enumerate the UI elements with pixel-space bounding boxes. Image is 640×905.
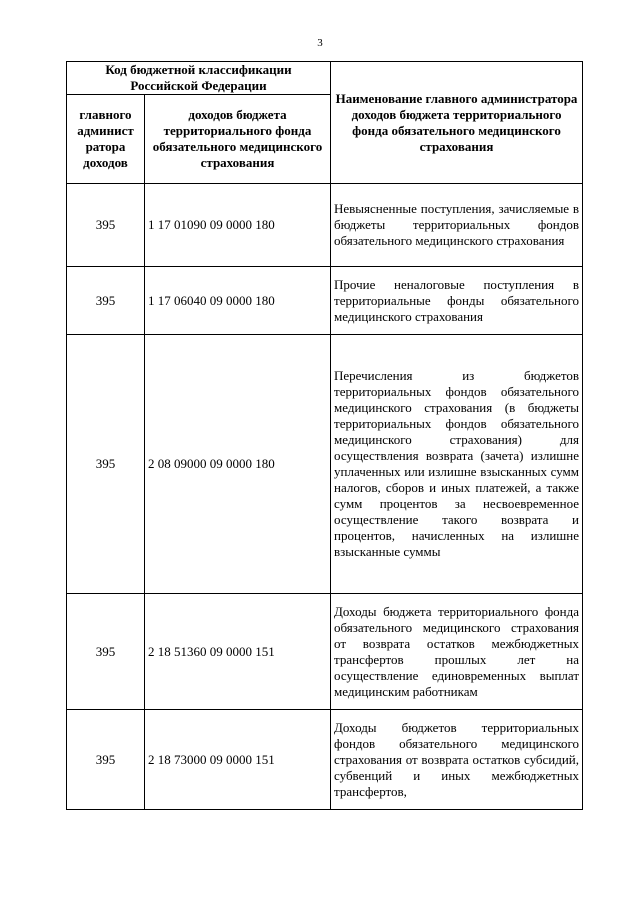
income-code-cell: 1 17 01090 09 0000 180: [145, 184, 331, 267]
income-code-cell: 2 08 09000 09 0000 180: [145, 335, 331, 594]
page-number: 3: [317, 37, 323, 49]
admin-code-cell: 395: [67, 594, 145, 710]
income-code-cell: 2 18 73000 09 0000 151: [145, 710, 331, 810]
income-name-cell: Невыясненные поступления, зачисляемые в бюджеты территориальных фондов обязательного медицинского страхования: [331, 184, 583, 267]
header-fund-income: доходов бюджета территориального фонда обязательного медицинского страхования: [145, 95, 331, 184]
admin-code-cell: 395: [67, 184, 145, 267]
admin-code-cell: 395: [67, 710, 145, 810]
header-administrator-name: Наименование главного администратора доходов бюджета территориального фонда обязательного медицинского страхования: [331, 62, 583, 184]
table-row: [67, 335, 583, 594]
header-classification-code: Код бюджетной классификации Российской Федерации: [67, 62, 331, 95]
income-name-cell: Доходы бюджета территориального фонда обязательного медицинского страхования от возврата остатков межбюджетных трансфертов прошлых лет на осуществление единовременных выплат медицинским работникам: [331, 594, 583, 710]
table-row: [67, 184, 583, 267]
table-row: [67, 710, 583, 810]
admin-code-cell: 395: [67, 267, 145, 335]
income-name-cell: Доходы бюджетов территориальных фондов обязательного медицинского страхования от возврата остатков субсидий, субвенций и иных межбюджетных трансфертов,: [331, 710, 583, 810]
table-row: [67, 594, 583, 710]
income-code-cell: 2 18 51360 09 0000 151: [145, 594, 331, 710]
header-main-administrator: главного админист ратора доходов: [67, 95, 145, 184]
admin-code-cell: 395: [67, 335, 145, 594]
table-row: [67, 267, 583, 335]
budget-classification-table: [66, 61, 583, 810]
income-name-cell: Прочие неналоговые поступления в территориальные фонды обязательного медицинского страхования: [331, 267, 583, 335]
income-name-cell: Перечисления из бюджетов территориальных фондов обязательного медицинского страхования (в бюджеты территориальных фондов обязательного медицинского страхования) для осуществления возврата (зачета) излишне уплаченных или излишне взысканных сумм налогов, сборов и иных платежей, а также сумм процентов за несвоевременное осуществление такого возврата и процентов, начисленных на излишне взысканные суммы: [331, 335, 583, 594]
income-code-cell: 1 17 06040 09 0000 180: [145, 267, 331, 335]
